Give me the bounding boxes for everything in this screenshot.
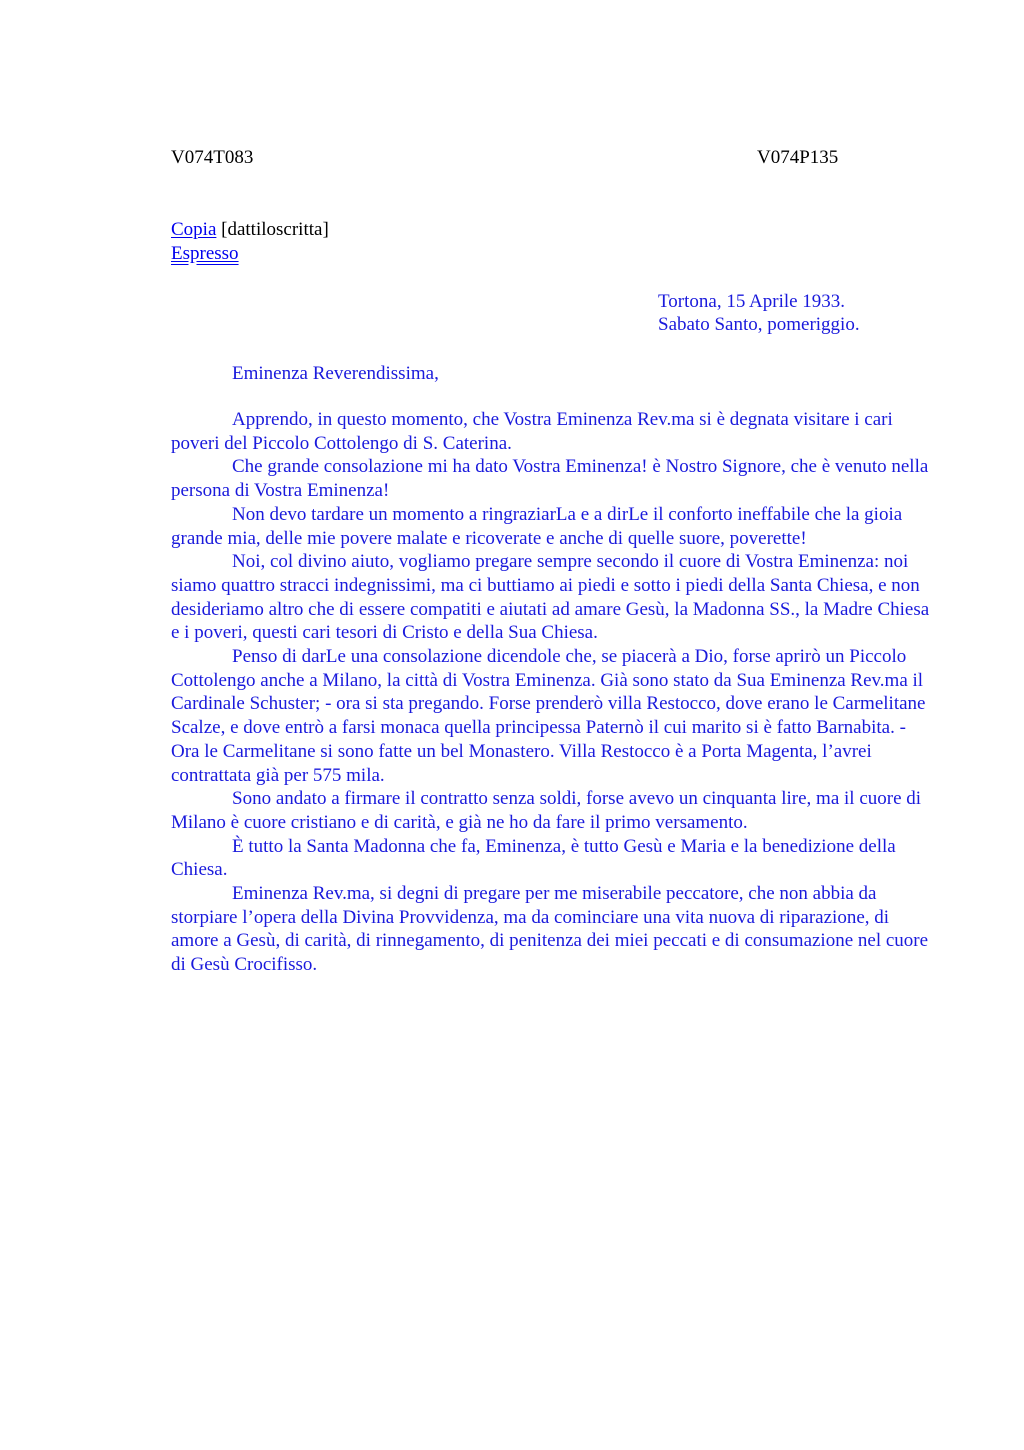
document-reference-right: V074P135 (757, 147, 839, 168)
espresso-link[interactable]: Espresso (171, 243, 239, 264)
dateline (658, 290, 860, 336)
copy-type-note: [dattiloscritta] (221, 219, 329, 240)
document-reference-left: V074T083 (171, 147, 254, 168)
copy-line (171, 218, 329, 242)
copia-link[interactable]: Copia (171, 219, 217, 240)
letter-paragraph: Sono andato a firmare il contratto senza soldi, forse avevo un cinquanta lire, ma il cuore di Milano è cuore cristiano e di carità, e già ne ho da fare il primo versamento. (171, 788, 922, 833)
time-of-writing: Sabato Santo, pomeriggio. (658, 314, 860, 335)
letter-paragraph: Apprendo, in questo momento, che Vostra Eminenza Rev.ma si è degnata visitare i cari poveri del Piccolo Cottolengo di S. Caterina. (171, 409, 893, 454)
salutation: Eminenza Reverendissima, (232, 363, 439, 384)
copy-heading (171, 218, 329, 266)
letter-paragraph: Che grande consolazione mi ha dato Vostra Eminenza! è Nostro Signore, che è venuto nella persona di Vostra Eminenza! (171, 456, 929, 502)
letter-paragraph: Non devo tardare un momento a ringraziarLa e a dirLe il conforto ineffabile che la gioia grande mia, delle mie povere malate e ricoverate e anche di quelle suore, poverette! (171, 503, 903, 549)
place-date: Tortona, 15 Aprile 1933. (658, 291, 846, 312)
espresso-line (171, 242, 329, 266)
letter-paragraph: È tutto la Santa Madonna che fa, Eminenza, è tutto Gesù e Maria e la benedizione della Chiesa. (171, 835, 896, 881)
letter-paragraph: Eminenza Rev.ma, si degni di pregare per me miserabile peccatore, che non abbia da storpiare l’opera della Divina Provvidenza, ma da cominciare una vita nuova di riparazione, di amore a Gesù, di carità, di rinnegamento, di penitenza dei miei peccati e di consumazione nel cuore di Gesù Crocifisso. (171, 883, 929, 976)
letter-body (171, 408, 931, 977)
letter-paragraph: Penso di darLe una consolazione dicendole che, se piacerà a Dio, forse aprirò un Piccolo Cottolengo anche a Milano, la città di Vostra Eminenza. Già sono stato da Sua Eminenza Rev.ma il Cardinale Schuster; - ora si sta pregando. Forse prenderò villa Restocco, dove erano le Carmelitane Scalze, e dove entrò a farsi monaca quella principessa Paternò il cui marito si è fatto Barnabita. - Ora le Carmelitane si sono fatte un bel Monastero. Villa Restocco è a Porta Magenta, l’avrei contrattata già per 575 mila. (171, 646, 926, 786)
letter-paragraph: Noi, col divino aiuto, vogliamo pregare sempre secondo il cuore di Vostra Eminenza: noi siamo quattro stracci indegnissimi, ma ci buttiamo ai piedi e sotto i piedi della Santa Chiesa, e non desideriamo altro che di essere compatiti e aiutati ad amare Gesù, la Madonna SS., la Madre Chiesa e i poveri, questi cari tesori di Cristo e della Sua Chiesa. (171, 551, 930, 644)
